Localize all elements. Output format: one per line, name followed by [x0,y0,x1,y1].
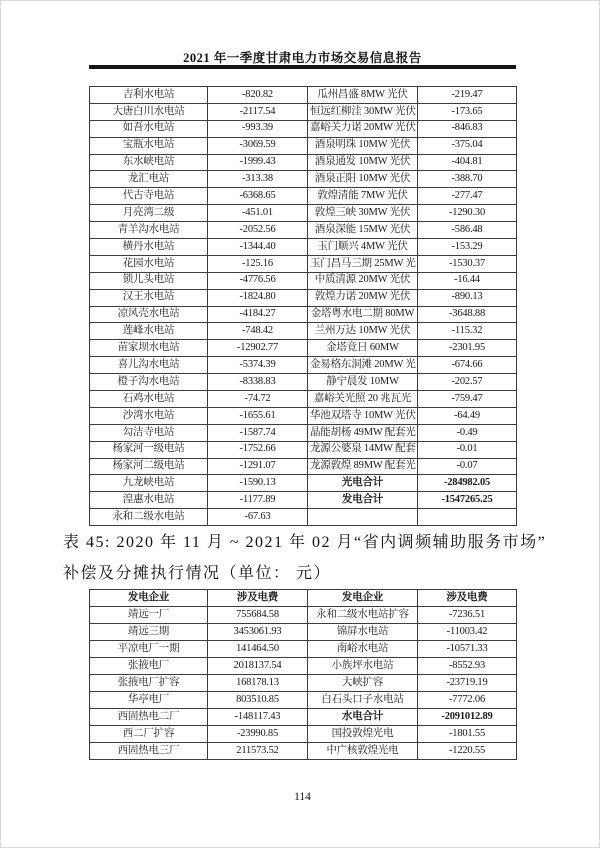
table-cell: -1177.89 [208,492,308,509]
table-cell: 杨家河一级电站 [90,441,208,458]
table-cell: 金塔竟日 60MW [308,340,418,357]
table-cell: 西二厂扩容 [90,726,208,743]
table-cell: -1291.07 [208,458,308,475]
table-cell: 玉门顺兴 4MW 光伏 [308,239,418,256]
table-cell: -846.83 [418,120,517,137]
table-cell: -67.63 [208,509,308,526]
table-cell: 141464.50 [208,641,308,658]
table-row [90,641,517,658]
table-row [90,374,517,391]
table-cell: -10571.33 [418,641,517,658]
table-cell: -6368.65 [208,188,308,205]
table-row [90,239,517,256]
table-cell: -74.72 [208,391,308,408]
table-cell: 白石头口子水电站 [308,692,418,709]
table-cell: -0.01 [418,441,517,458]
table-row [90,509,517,526]
table-cell: -23990.85 [208,726,308,743]
table-cell: -64.49 [418,407,517,424]
table-cell: -890.13 [418,289,517,306]
table-cell: 大峡扩容 [308,675,418,692]
table-row [90,407,517,424]
table-row [90,188,517,205]
table-cell: 敦煌清能 7MW 光伏 [308,188,418,205]
table-cell: 嘉峪关力诺 20MW 光伏 [308,120,418,137]
table-cell: -148117.43 [208,709,308,726]
table-row [90,424,517,441]
table-cell: -2301.95 [418,340,517,357]
table-cell: -2052.56 [208,222,308,239]
table-cell: 张掖电厂 [90,658,208,675]
table-45-caption [63,527,553,589]
table-cell: -748.42 [208,323,308,340]
table-cell: 永和二级水电站扩容 [308,607,418,624]
table-cell: -1344.40 [208,239,308,256]
table-cell: 华池双塔寺 10MW 光伏 [308,407,418,424]
table-cell: -3648.88 [418,306,517,323]
table-cell: 月亮湾二级 [90,205,208,222]
table-cell: -153.29 [418,239,517,256]
table-cell: 嘉峪关光照 20 兆瓦光 [308,391,418,408]
table-cell: 宝瓶水电站 [90,137,208,154]
table-cell: -1220.55 [418,743,517,760]
table-cell: -388.70 [418,171,517,188]
table-cell: 光电合计 [308,475,418,492]
table-row [90,120,517,137]
table-cell: -1547265.25 [418,492,517,509]
table-cell: 803510.85 [208,692,308,709]
table-cell: -674.66 [418,357,517,374]
table-cell: -284982.05 [418,475,517,492]
table-cell: 靖远一厂 [90,607,208,624]
table-cell: 755684.58 [208,607,308,624]
table-cell: -202.57 [418,374,517,391]
table-cell: 敦煌三峡 30MW 光伏 [308,205,418,222]
table-cell: 西固热电二厂 [90,709,208,726]
report-header-title: 2021 年一季度甘肃电力市场交易信息报告 [183,51,422,65]
table-cell: 杨家河二级电站 [90,458,208,475]
table-cell: -115.32 [418,323,517,340]
table-cell: -0.49 [418,424,517,441]
table-cell: 龙汇电站 [90,171,208,188]
table-cell: 靖远三期 [90,624,208,641]
table-cell: -1590.13 [208,475,308,492]
table-header-row [90,590,517,607]
table-row [90,222,517,239]
table-cell: -7772.06 [418,692,517,709]
table-cell: 苗家坝水电站 [90,340,208,357]
table-cell: -16.44 [418,272,517,289]
table-cell: 喜儿沟水电站 [90,357,208,374]
settlement-table-continued [89,86,517,526]
table-cell: -1587.74 [208,424,308,441]
table-45-caption-line2: 补偿及分摊执行情况（单位： 元） [63,565,332,582]
table-cell: 龙源敦煌 89MW 配套光 [308,458,418,475]
table-cell: 168178.13 [208,675,308,692]
table-cell: -219.47 [418,87,517,104]
table-cell: -173.65 [418,103,517,120]
table-cell: 莲峰水电站 [90,323,208,340]
table-row [90,391,517,408]
table-cell: -759.47 [418,391,517,408]
table-row [90,743,517,760]
table-cell: -586.48 [418,222,517,239]
table-cell: -277.47 [418,188,517,205]
table-cell: 汉王水电站 [90,289,208,306]
table-cell: 敦煌力诺 20MW 光伏 [308,289,418,306]
table-cell: -5374.39 [208,357,308,374]
table-cell: 湟惠水电站 [90,492,208,509]
header-divider-rule [89,65,516,69]
table-cell: 锁儿头电站 [90,272,208,289]
table-cell: -0.07 [418,458,517,475]
table-cell: 西固热电三厂 [90,743,208,760]
table-cell: 永和二级水电站 [90,509,208,526]
table-header-cell: 发电企业 [308,590,418,607]
table-cell: 勾洁寺电站 [90,424,208,441]
table-cell: -2117.54 [208,103,308,120]
table-cell: 酒泉通发 10MW 光伏 [308,154,418,171]
table-cell: 晶能胡杨 49MW 配套光 [308,424,418,441]
frequency-regulation-table [89,589,517,760]
table-cell: 瓜州昌盛 8MW 光伏 [308,87,418,104]
table-header-cell: 发电企业 [90,590,208,607]
table-row [90,658,517,675]
table-cell: -7236.51 [418,607,517,624]
table-cell: 代古寺电站 [90,188,208,205]
table-cell: 花园水电站 [90,255,208,272]
table-cell: -4184.27 [208,306,308,323]
table-cell: 中广核敦煌光电 [308,743,418,760]
table-cell: 酒泉明珠 10MW 光伏 [308,137,418,154]
table-row [90,607,517,624]
page-number: 114 [294,791,311,803]
table-row [90,492,517,509]
table-cell: 九龙峡电站 [90,475,208,492]
table-cell: 平凉电厂一期 [90,641,208,658]
table-cell: 青羊沟水电站 [90,222,208,239]
table-cell: 酒泉深能 15MW 光伏 [308,222,418,239]
table-cell: 东水峡电站 [90,154,208,171]
table-cell: 玉门昌马三期 25MW 光 [308,255,418,272]
table-cell: -1824.80 [208,289,308,306]
table-cell [418,509,517,526]
table-row [90,255,517,272]
table-cell: 张掖电厂扩容 [90,675,208,692]
table-row [90,154,517,171]
table-cell: 恒远红柳洼 30MW 光伏 [308,103,418,120]
table-cell: -993.39 [208,120,308,137]
table-cell: -1752.66 [208,441,308,458]
table-cell: 金易格东洞滩 20MW 光 [308,357,418,374]
table-cell: -313.38 [208,171,308,188]
table-cell: 发电合计 [308,492,418,509]
table-cell: -8552.93 [418,658,517,675]
table-row [90,340,517,357]
table-row [90,458,517,475]
table-cell: 橙子沟水电站 [90,374,208,391]
table-cell: 3453061.93 [208,624,308,641]
table-cell: -1655.61 [208,407,308,424]
table-cell: 小族坪水电站 [308,658,418,675]
table-cell: 石鸡水电站 [90,391,208,408]
table-row [90,357,517,374]
table-cell: 华亭电厂 [90,692,208,709]
table-cell: 国投敦煌光电 [308,726,418,743]
table-row [90,87,517,104]
table-45-caption-line1: 表 45: 2020 年 11 月 ~ 2021 年 02 月“省内调频辅助服务市场” [63,534,547,551]
table-cell: -375.04 [418,137,517,154]
table-cell: 金塔粤水电二期 80MW [308,306,418,323]
table-row [90,441,517,458]
table-cell: 水电合计 [308,709,418,726]
table-cell: 酒泉正阳 10MW 光伏 [308,171,418,188]
table-row [90,289,517,306]
table-row [90,675,517,692]
table-row [90,323,517,340]
table-cell: -23719.19 [418,675,517,692]
table-cell: -1999.43 [208,154,308,171]
table-cell: 2018137.54 [208,658,308,675]
table-cell: -3069.59 [208,137,308,154]
table-cell: -11003.42 [418,624,517,641]
table-cell: -1530.37 [418,255,517,272]
table-header-cell: 涉及电费 [418,590,517,607]
table-cell [308,509,418,526]
table-header-cell: 涉及电费 [208,590,308,607]
table-cell: 211573.52 [208,743,308,760]
table-cell: -820.82 [208,87,308,104]
table-row [90,726,517,743]
table-cell: 凉风壳水电站 [90,306,208,323]
table-cell: 吉利水电站 [90,87,208,104]
table-cell: 南峪水电站 [308,641,418,658]
table-row [90,103,517,120]
table-row [90,624,517,641]
table-cell: 龙源公婆泉 14MW 配套 [308,441,418,458]
table-cell: 大唐白川水电站 [90,103,208,120]
table-cell: -125.16 [208,255,308,272]
table-cell: -2091012.89 [418,709,517,726]
table-cell: -1290.30 [418,205,517,222]
table-row [90,272,517,289]
table-row [90,475,517,492]
table-cell: -8338.83 [208,374,308,391]
table-cell: -12902.77 [208,340,308,357]
table-row [90,709,517,726]
table-cell: 锦屏水电站 [308,624,418,641]
table-row [90,171,517,188]
table-cell: -451.01 [208,205,308,222]
table-row [90,205,517,222]
table-row [90,306,517,323]
table-cell: -4776.56 [208,272,308,289]
table-cell: 横丹水电站 [90,239,208,256]
table-row [90,692,517,709]
table-cell: -404.81 [418,154,517,171]
table-row [90,137,517,154]
table-cell: 中质清源 20MW 光伏 [308,272,418,289]
table-cell: 静宁晨发 10MW [308,374,418,391]
table-cell: -1801.55 [418,726,517,743]
table-cell: 沙湾水电站 [90,407,208,424]
table-cell: 如吾水电站 [90,120,208,137]
table-cell: 兰州万达 10MW 光伏 [308,323,418,340]
